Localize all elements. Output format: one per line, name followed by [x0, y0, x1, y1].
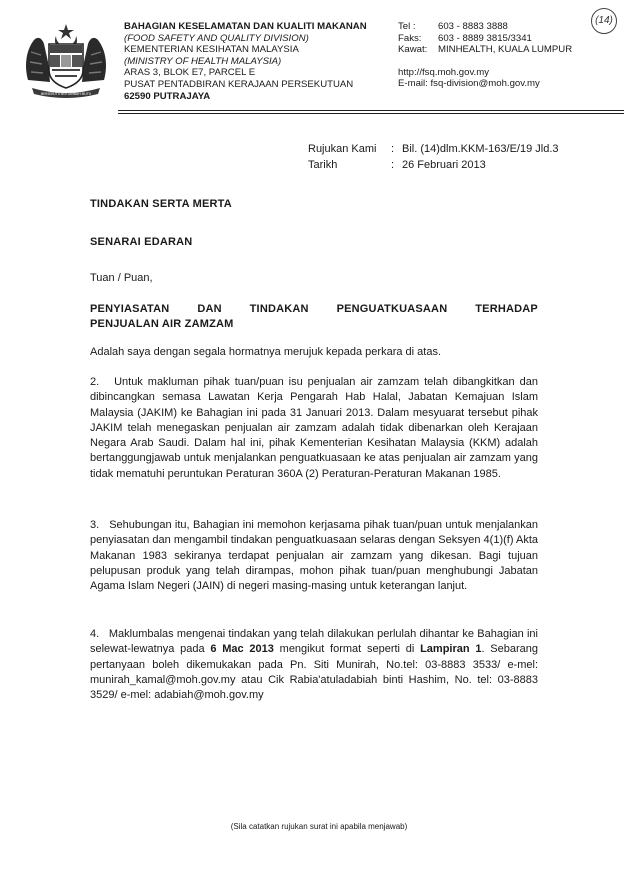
- crest-banner-text: BERSEKUTU BERTAMBAH MUTU: [40, 92, 92, 96]
- date-colon: :: [391, 159, 395, 171]
- our-reference-value: Bil. (14)dlm.KKM-163/E/19 Jld.3: [402, 143, 559, 155]
- paragraph-4-text: mengikut format seperti di: [273, 643, 421, 656]
- tel-value: 603 - 8883 3888: [438, 21, 508, 32]
- date-row: [308, 157, 559, 173]
- salutation: Tuan / Puan,: [90, 272, 153, 284]
- subject-word: DAN: [197, 303, 222, 315]
- letterhead-divider-thin: [118, 113, 624, 114]
- org-ministry-name: KEMENTERIAN KESIHATAN MALAYSIA: [124, 44, 299, 56]
- subject-word: PENGUATKUASAAN: [336, 303, 448, 315]
- org-address-line-1: ARAS 3, BLOK E7, PARCEL E: [124, 67, 256, 79]
- subject-word: TINDAKAN: [249, 303, 309, 315]
- date-value: 26 Februari 2013: [402, 159, 486, 171]
- fax-label: Faks:: [398, 32, 422, 44]
- organization-block: [124, 21, 389, 102]
- subject-line-2: PENJUALAN AIR ZAMZAM: [90, 318, 234, 331]
- our-reference-row: [308, 141, 559, 157]
- org-division-name: BAHAGIAN KESELAMATAN DAN KUALITI MAKANAN: [124, 21, 367, 32]
- org-division-name-en: (FOOD SAFETY AND QUALITY DIVISION): [124, 32, 309, 44]
- coat-of-arms-logo: [22, 22, 110, 98]
- email-link[interactable]: E-mail: fsq-division@moh.gov.my: [398, 78, 540, 90]
- website-link[interactable]: http://fsq.moh.gov.my: [398, 66, 489, 78]
- org-ministry-name-en: (MINISTRY OF HEALTH MALAYSIA): [124, 55, 282, 67]
- paragraph-1: Adalah saya dengan segala hormatnya merujuk kepada perkara di atas.: [90, 346, 442, 358]
- paragraph-4-text: 4. Maklumbalas mengenai tindakan yang telah dilakukan perlulah dihantar ke Bahagian ini selewat-lewatnya pada: [90, 628, 538, 656]
- cable-row: [398, 44, 618, 56]
- our-reference-label: Rujukan Kami: [308, 143, 377, 155]
- cable-label: Kawat:: [398, 44, 428, 56]
- cable-value: MINHEALTH, KUALA LUMPUR: [438, 44, 573, 56]
- tel-row: [398, 21, 618, 33]
- paragraph-3: 3. Sehubungan itu, Bahagian ini memohon kerjasama pihak tuan/puan untuk menjalankan penyiasatan dan mengambil tindakan penguatkuasaan selaras dengan Seksyen 4(1)(f) Akta Makanan 1983 sekiranya terdapat penjualan air zamzam yang dikesan. Bagi tujuan pelupusan produk yang telah dirampas, mohon pihak tuan/puan menghubungi Jabatan Agama Islam Negeri (JAIN) di negeri masing-masing untuk keterangan lanjut.: [90, 519, 538, 593]
- distribution-heading: SENARAI EDARAN: [90, 236, 193, 248]
- footer-note: (Sila catatkan rujukan surat ini apabila menjawab): [230, 822, 408, 831]
- letterhead-divider: [118, 110, 624, 111]
- tel-label: Tel :: [398, 21, 416, 32]
- fax-value: 603 - 8889 3815/3341: [438, 32, 532, 44]
- paragraph-4-text: . Sebarang pertanyaan boleh dikemukakan pada Pn. Siti Munirah, No.tel: 03-8883 3533/ e-mel: munirah_kamal@moh.gov.my atau Cik Rabia'atuladabiah binti Hashim, No. tel: 03-8883 3529/ e-mel: adabiah@moh.gov.my: [90, 643, 538, 702]
- subject-word: TERHADAP: [475, 303, 538, 315]
- reference-block: [308, 141, 559, 173]
- subject-heading: [90, 302, 538, 333]
- action-heading: TINDAKAN SERTA MERTA: [90, 198, 232, 210]
- fax-row: [398, 33, 618, 45]
- annex-reference: Lampiran 1: [420, 643, 482, 656]
- handwritten-folio-mark: (14): [591, 8, 617, 34]
- subject-line-1: [90, 302, 538, 317]
- deadline-date: 6 Mac 2013: [210, 643, 274, 656]
- paragraph-2: 2. Untuk makluman pihak tuan/puan isu penjualan air zamzam telah dibangkitkan dan dibincangkan semasa Lawatan Kerja Pengarah Hab Halal, Jabatan Kemajuan Islam Malaysia (JAKIM) ke Bahagian ini pada 31 Januari 2013. Dalam mesyuarat tersebut pihak JAKIM telah menegaskan penjualan air zamzam adalah tidak dibenarkan oleh Kerajaan Negara Arab Saudi. Dalam hal ini, pihak Kementerian Kesihatan Malaysia (KKM) adalah bertanggungjawab untuk menjalankan penguatkuasaan ke atas penjualan air zamzam yang tidak mematuhi peruntukan Peraturan 360A (2) Peraturan-Peraturan Makanan 1985.: [90, 376, 538, 480]
- contact-block: [398, 21, 618, 90]
- date-label: Tarikh: [308, 159, 338, 171]
- subject-word: PENYIASATAN: [90, 303, 170, 315]
- our-reference-colon: :: [391, 143, 395, 155]
- org-address-line-3: 62590 PUTRAJAYA: [124, 90, 211, 102]
- org-address-line-2: PUSAT PENTADBIRAN KERAJAAN PERSEKUTUAN: [124, 78, 354, 90]
- paragraph-4: [90, 627, 538, 703]
